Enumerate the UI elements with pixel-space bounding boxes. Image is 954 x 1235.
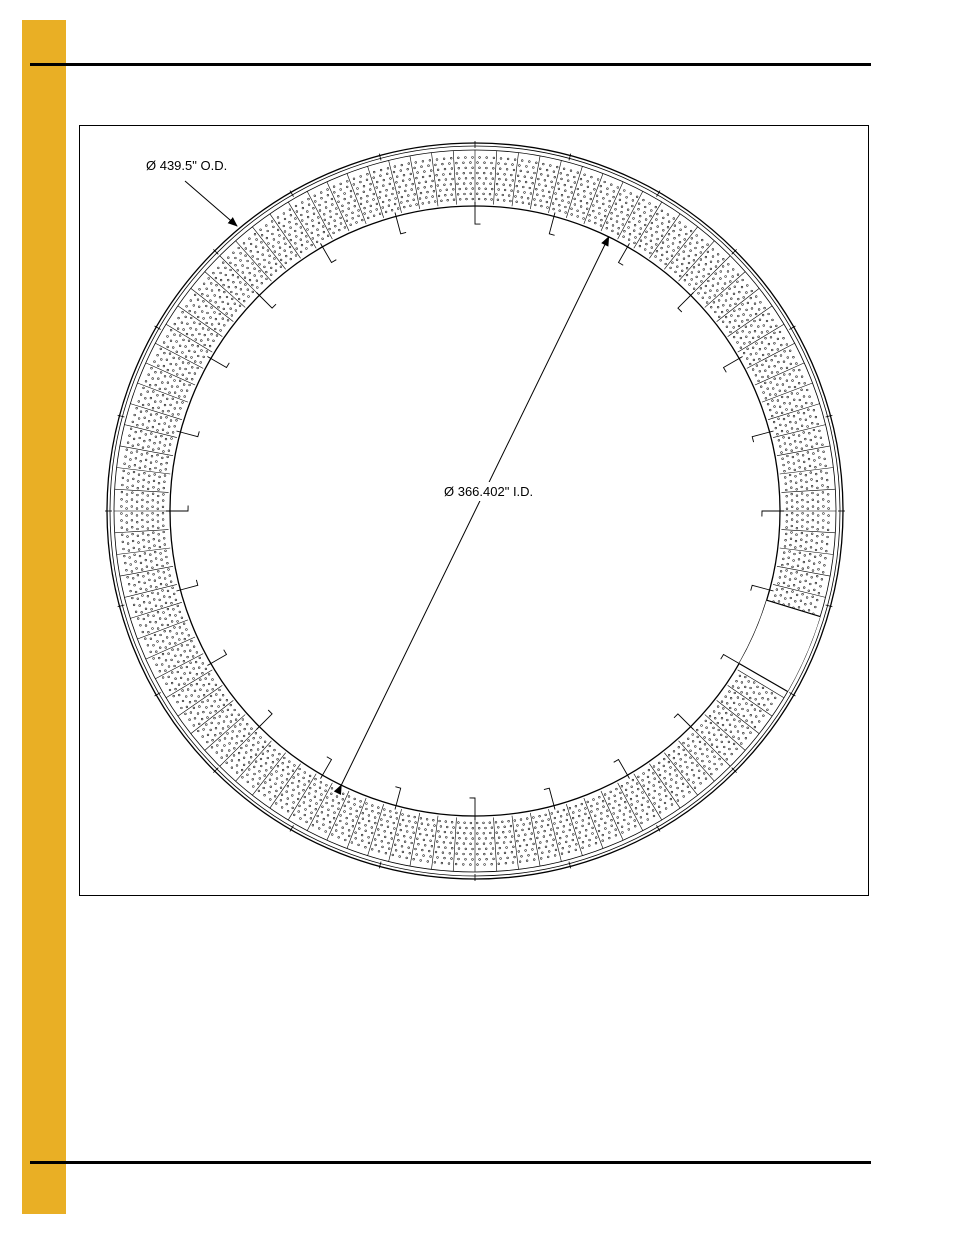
floor-panel bbox=[780, 467, 834, 490]
floor-panel bbox=[431, 153, 454, 207]
drawing-frame bbox=[79, 125, 869, 896]
stiffener-bracket bbox=[257, 293, 277, 309]
floor-panel bbox=[618, 191, 657, 243]
floor-panel bbox=[120, 550, 173, 576]
floor-panel bbox=[293, 778, 332, 830]
floor-panel bbox=[692, 256, 739, 304]
floor-panel bbox=[495, 816, 518, 870]
floor-panel bbox=[777, 446, 830, 472]
floor-panel bbox=[773, 425, 825, 454]
floor-panel bbox=[780, 548, 834, 573]
floor-panel bbox=[331, 795, 366, 848]
stiffener-bracket bbox=[166, 506, 188, 512]
floor-panel bbox=[120, 428, 173, 456]
floor-panel bbox=[781, 530, 835, 552]
stiffener-bracket bbox=[674, 714, 694, 730]
floor-panel bbox=[455, 818, 475, 872]
floor-panel bbox=[115, 512, 169, 532]
floor-panel bbox=[762, 383, 813, 417]
floor-panel bbox=[709, 700, 759, 744]
floor-panel bbox=[533, 809, 562, 861]
floor-panel bbox=[368, 166, 399, 218]
floor-panel bbox=[137, 367, 190, 402]
floor-panel bbox=[649, 214, 692, 265]
stiffener-bracket bbox=[321, 757, 332, 779]
floor-panel bbox=[155, 329, 207, 368]
floor-panel bbox=[288, 198, 329, 248]
floor-panel bbox=[124, 569, 176, 598]
floor-panel bbox=[728, 306, 778, 349]
floor-panel bbox=[146, 348, 199, 385]
floor-panel bbox=[410, 156, 436, 209]
floor-panel bbox=[258, 757, 301, 808]
floor-ring-drawing bbox=[80, 126, 870, 897]
floor-panel bbox=[621, 774, 662, 824]
stiffener-bracket bbox=[207, 357, 229, 368]
floor-panel bbox=[738, 324, 788, 365]
floor-panel bbox=[584, 173, 619, 226]
od-leader-arrow bbox=[185, 181, 237, 226]
floor-panel bbox=[130, 587, 182, 618]
floor-panel bbox=[781, 489, 835, 509]
floor-panel bbox=[191, 278, 241, 322]
floor-panel bbox=[777, 566, 830, 594]
floor-panel bbox=[696, 715, 745, 761]
footer-rule bbox=[30, 1161, 871, 1164]
floor-panel bbox=[173, 673, 223, 716]
floor-panel bbox=[178, 294, 229, 337]
stiffener-bracket bbox=[762, 511, 784, 517]
od-label: Ø 439.5" O.D. bbox=[146, 158, 228, 173]
floor-panel bbox=[705, 272, 753, 318]
floor-panel bbox=[185, 689, 234, 734]
floor-panel bbox=[347, 173, 381, 224]
id-dimension-line bbox=[341, 237, 608, 785]
floor-panel bbox=[514, 813, 540, 866]
floor-panel bbox=[717, 288, 766, 333]
floor-panel bbox=[114, 491, 168, 511]
floor-panel bbox=[312, 787, 349, 840]
stiffener-bracket bbox=[678, 293, 694, 313]
floor-panel bbox=[679, 241, 725, 290]
floor-panel bbox=[653, 753, 698, 802]
floor-panel bbox=[768, 404, 820, 435]
stiffener-bracket bbox=[470, 798, 476, 820]
floor-panel bbox=[453, 151, 473, 205]
side-color-tab bbox=[22, 20, 66, 1214]
floor-panel bbox=[162, 657, 212, 698]
floor-panel bbox=[664, 227, 708, 277]
floor-panel bbox=[392, 813, 420, 866]
floor-panel bbox=[683, 728, 731, 775]
floor-panel bbox=[242, 745, 286, 795]
floor-panel bbox=[530, 156, 558, 209]
floor-panel bbox=[476, 817, 496, 871]
floor-panel bbox=[389, 160, 418, 212]
floor-panel bbox=[220, 247, 268, 294]
floor-panel bbox=[226, 732, 272, 781]
od-dimension bbox=[146, 158, 237, 226]
floor-panel bbox=[205, 262, 254, 308]
floor-panel bbox=[551, 804, 582, 856]
floor-panel bbox=[137, 605, 188, 639]
floor-panel bbox=[721, 685, 772, 728]
floor-panel bbox=[236, 233, 282, 281]
floor-panel bbox=[197, 704, 245, 750]
floor-panel bbox=[569, 798, 603, 849]
stiffener-bracket bbox=[475, 202, 481, 224]
floor-panel bbox=[115, 470, 169, 492]
id-dimension bbox=[341, 237, 608, 785]
floor-panel bbox=[434, 817, 456, 871]
floor-panel bbox=[270, 209, 313, 259]
floor-panel bbox=[117, 449, 171, 474]
id-label: Ø 366.402" I.D. bbox=[444, 484, 534, 499]
header-rule bbox=[30, 63, 871, 66]
floor-panel bbox=[117, 531, 171, 554]
stiffener-bracket bbox=[257, 710, 273, 730]
floor-panel bbox=[637, 764, 680, 814]
floor-panel bbox=[252, 221, 297, 270]
floor-panel bbox=[494, 151, 516, 205]
stiffener-bracket bbox=[619, 243, 630, 265]
floor-panel bbox=[475, 150, 495, 204]
floor-panel bbox=[782, 511, 836, 531]
floor-panel bbox=[668, 741, 714, 789]
floor-panel bbox=[211, 719, 258, 767]
floor-panel bbox=[601, 182, 638, 235]
floor-panel bbox=[413, 816, 438, 870]
